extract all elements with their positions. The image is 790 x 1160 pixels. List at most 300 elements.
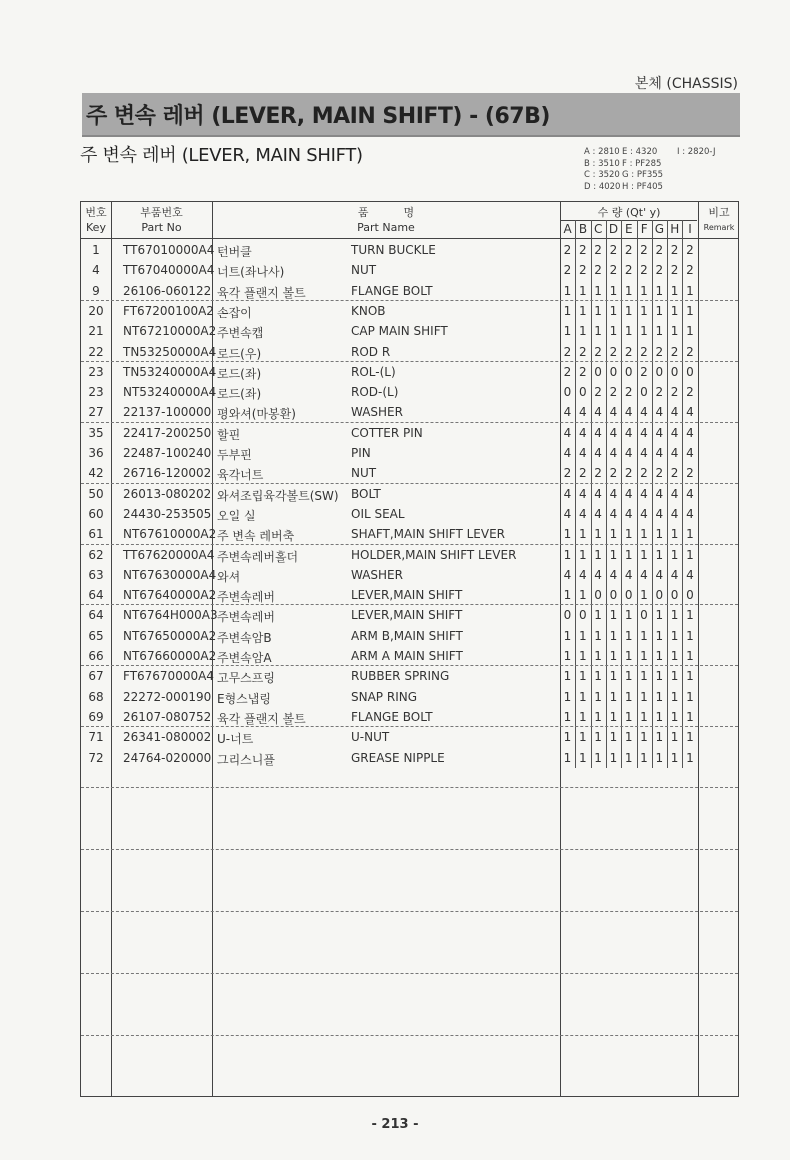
english-name-cell: WASHER [351, 405, 403, 420]
part-number-cell: 26107-080752 [123, 709, 212, 724]
quantity-cell: 0 [578, 608, 587, 623]
quantity-cell: 1 [594, 283, 602, 298]
quantity-cell: 1 [609, 689, 618, 704]
korean-name-cell: 육각너트 [217, 468, 264, 483]
quantity-cell: 1 [563, 709, 572, 724]
table-row [81, 402, 738, 422]
part-number-cell: FT67670000A4 [123, 669, 214, 684]
part-number-cell: TN53250000A4 [123, 344, 217, 359]
table-row [81, 301, 738, 321]
korean-name-cell: 턴버클 [217, 245, 252, 259]
quantity-cell: 1 [594, 689, 602, 704]
table-row [81, 524, 738, 544]
quantity-cell: 4 [624, 506, 633, 521]
header-key-en: Key [86, 221, 106, 234]
quantity-cell: 1 [563, 588, 572, 603]
quantity-cell: 1 [624, 527, 633, 542]
english-name-cell: NUT [351, 263, 377, 278]
quantity-cell: 1 [640, 750, 648, 765]
quantity-cell: 4 [624, 567, 633, 582]
quantity-cell: 1 [594, 527, 602, 542]
quantity-cell: 1 [624, 324, 633, 339]
quantity-cell: 1 [640, 303, 648, 318]
quantity-cell: 4 [578, 567, 587, 582]
part-number-cell: NT67660000A2 [123, 649, 217, 663]
quantity-cell: 4 [655, 486, 664, 501]
quantity-cell: 2 [624, 466, 633, 481]
key-cell: 61 [88, 527, 104, 542]
quantity-cell: 4 [609, 405, 618, 420]
key-cell: 42 [88, 466, 104, 481]
quantity-cell: 1 [563, 628, 572, 643]
quantity-cell: 1 [655, 649, 664, 663]
table-row [81, 423, 738, 443]
quantity-cell: 2 [624, 385, 633, 400]
quantity-cell: 1 [578, 709, 587, 724]
header-divider [81, 238, 738, 239]
quantity-cell: 2 [670, 344, 679, 359]
quantity-cell: 1 [578, 649, 587, 663]
quantity-cell: 1 [578, 730, 587, 745]
quantity-cell: 1 [609, 669, 618, 684]
quantity-cell: 1 [563, 730, 572, 745]
korean-name-cell: 육각 플랜지 볼트 [217, 285, 306, 300]
model-code: I : 2820-J [677, 147, 716, 157]
quantity-cell: 1 [578, 689, 587, 704]
part-number-cell: 24430-253505 [123, 506, 212, 521]
quantity-cell: 1 [594, 709, 602, 724]
quantity-cell: 0 [640, 385, 648, 400]
quantity-cell: 1 [640, 628, 648, 643]
quantity-cell: 1 [578, 303, 587, 318]
quantity-cell: 1 [609, 649, 618, 663]
model-code: D : 4020 [584, 181, 621, 192]
english-name-cell: TURN BUCKLE [351, 243, 436, 257]
english-name-cell: PIN [351, 446, 371, 460]
quantity-cell: 0 [563, 385, 572, 400]
quantity-cell: 2 [609, 344, 618, 359]
quantity-cell: 2 [655, 263, 664, 278]
quantity-cell: 1 [594, 649, 602, 663]
quantity-cell: 1 [578, 669, 587, 684]
quantity-cell: 1 [609, 547, 618, 562]
quantity-cell: 1 [640, 588, 648, 603]
qty-column-header: E [625, 222, 633, 236]
table-row [81, 707, 738, 727]
quantity-cell: 0 [670, 364, 679, 379]
quantity-cell: 1 [624, 283, 633, 298]
key-cell: 36 [88, 446, 104, 460]
key-cell: 21 [88, 324, 104, 339]
quantity-cell: 4 [594, 486, 602, 501]
quantity-cell: 4 [640, 506, 648, 521]
key-cell: 67 [88, 669, 104, 684]
quantity-cell: 1 [624, 730, 633, 745]
english-name-cell: SHAFT,MAIN SHIFT LEVER [351, 527, 505, 542]
korean-name-cell: 너트(좌나사) [217, 265, 285, 280]
quantity-cell: 4 [578, 446, 587, 460]
table-row [81, 646, 738, 666]
key-cell: 35 [88, 425, 104, 440]
quantity-cell: 1 [594, 628, 602, 643]
blank-row-divider [81, 911, 738, 912]
quantity-cell: 4 [686, 506, 694, 521]
part-number-cell: 22417-200250 [123, 425, 212, 440]
quantity-cell: 2 [578, 466, 587, 481]
key-cell: 69 [88, 709, 104, 724]
quantity-cell: 1 [594, 750, 602, 765]
model-code: H : PF405 [622, 181, 663, 192]
qty-column-header: I [688, 222, 692, 236]
quantity-cell: 1 [563, 283, 572, 298]
quantity-cell: 4 [640, 486, 648, 501]
table-row [81, 362, 738, 382]
part-number-cell: 22487-100240 [123, 446, 212, 460]
table-row [81, 342, 738, 362]
english-name-cell: NUT [351, 466, 377, 481]
english-name-cell: U-NUT [351, 730, 390, 745]
quantity-cell: 2 [640, 263, 648, 278]
table-row [81, 504, 738, 524]
quantity-cell: 1 [686, 283, 694, 298]
quantity-cell: 1 [670, 628, 679, 643]
quantity-cell: 1 [609, 628, 618, 643]
quantity-cell: 2 [594, 263, 602, 278]
quantity-cell: 2 [578, 243, 587, 257]
quantity-cell: 1 [594, 547, 602, 562]
quantity-cell: 1 [594, 669, 602, 684]
header-remark-en: Remark [703, 223, 735, 232]
quantity-cell: 1 [686, 730, 694, 745]
quantity-cell: 1 [609, 283, 618, 298]
key-cell: 63 [88, 567, 104, 582]
part-number-cell: TT67620000A4 [123, 547, 215, 562]
quantity-cell: 1 [563, 689, 572, 704]
key-cell: 27 [88, 405, 104, 420]
quantity-cell: 0 [655, 588, 664, 603]
table-row [81, 748, 738, 768]
quantity-cell: 0 [563, 608, 572, 623]
table-row [81, 666, 738, 686]
quantity-cell: 1 [655, 547, 664, 562]
quantity-cell: 2 [655, 466, 664, 481]
korean-name-cell: 손잡이 [217, 305, 252, 320]
quantity-cell: 1 [670, 303, 679, 318]
qty-column-header: D [608, 222, 619, 236]
qty-column-header: H [670, 222, 680, 236]
korean-name-cell: 그리스니플 [217, 752, 275, 767]
key-cell: 65 [88, 628, 104, 643]
quantity-cell: 1 [670, 649, 679, 663]
quantity-cell: 1 [670, 689, 679, 704]
quantity-cell: 1 [578, 750, 587, 765]
korean-name-cell: 로드(좌) [217, 387, 262, 402]
quantity-cell: 1 [655, 709, 664, 724]
key-cell: 50 [88, 486, 104, 501]
quantity-cell: 4 [594, 405, 602, 420]
quantity-cell: 1 [640, 669, 648, 684]
quantity-cell: 1 [624, 649, 633, 663]
korean-name-cell: E형스냅링 [217, 691, 271, 706]
quantity-cell: 2 [655, 243, 664, 257]
quantity-cell: 2 [640, 466, 648, 481]
quantity-cell: 1 [609, 303, 618, 318]
quantity-cell: 1 [594, 303, 602, 318]
part-number-cell: NT67210000A2 [123, 324, 217, 339]
key-cell: 23 [88, 385, 104, 400]
quantity-cell: 2 [563, 344, 572, 359]
part-number-cell: 26716-120002 [123, 466, 212, 481]
english-name-cell: CAP MAIN SHIFT [351, 324, 448, 339]
part-number-cell: NT67640000A2 [123, 588, 217, 603]
quantity-cell: 2 [655, 344, 664, 359]
quantity-cell: 0 [670, 588, 679, 603]
quantity-cell: 1 [670, 324, 679, 339]
quantity-cell: 4 [609, 567, 618, 582]
quantity-cell: 1 [640, 709, 648, 724]
quantity-cell: 0 [655, 364, 664, 379]
korean-name-cell: 주변속캡 [217, 326, 264, 341]
quantity-cell: 4 [578, 405, 587, 420]
model-code: E : 4320 [622, 147, 658, 157]
header-key-kr: 번호 [85, 206, 107, 219]
quantity-cell: 4 [594, 425, 602, 440]
header-divider [560, 220, 697, 221]
english-name-cell: FLANGE BOLT [351, 709, 433, 724]
quantity-cell: 1 [670, 730, 679, 745]
quantity-cell: 1 [655, 324, 664, 339]
quantity-cell: 4 [578, 506, 587, 521]
korean-name-cell: 고무스프링 [217, 671, 275, 686]
quantity-cell: 4 [594, 506, 602, 521]
quantity-cell: 1 [686, 628, 694, 643]
english-name-cell: BOLT [351, 486, 381, 501]
quantity-cell: 1 [686, 527, 694, 542]
quantity-cell: 1 [640, 689, 648, 704]
key-cell: 68 [88, 689, 104, 704]
header-part-no-en: Part No [141, 221, 182, 234]
quantity-cell: 2 [670, 243, 679, 257]
header-quantity: 수 량 (Qt' y) [597, 206, 661, 219]
quantity-cell: 0 [578, 385, 587, 400]
english-name-cell: ROD-(L) [351, 385, 399, 400]
quantity-cell: 4 [624, 486, 633, 501]
quantity-cell: 2 [670, 385, 679, 400]
quantity-cell: 1 [640, 324, 648, 339]
quantity-cell: 2 [686, 243, 694, 257]
key-cell: 9 [92, 283, 100, 298]
quantity-cell: 4 [686, 446, 694, 460]
quantity-cell: 2 [563, 466, 572, 481]
quantity-cell: 4 [670, 506, 679, 521]
header-remark-kr: 비고 [708, 206, 730, 219]
quantity-cell: 1 [563, 527, 572, 542]
quantity-cell: 1 [655, 527, 664, 542]
quantity-cell: 0 [594, 364, 602, 379]
quantity-cell: 2 [609, 385, 618, 400]
quantity-cell: 4 [670, 567, 679, 582]
quantity-cell: 1 [655, 608, 664, 623]
quantity-cell: 1 [640, 283, 648, 298]
parts-table [80, 201, 739, 1097]
table-row [81, 585, 738, 605]
quantity-cell: 2 [640, 243, 648, 257]
key-cell: 71 [88, 730, 104, 745]
quantity-cell: 1 [624, 750, 633, 765]
quantity-cell: 4 [655, 405, 664, 420]
english-name-cell: KNOB [351, 303, 386, 318]
korean-name-cell: 할핀 [217, 427, 241, 442]
quantity-cell: 4 [686, 567, 694, 582]
quantity-cell: 1 [594, 730, 602, 745]
quantity-cell: 1 [609, 750, 618, 765]
quantity-cell: 4 [640, 567, 648, 582]
quantity-cell: 0 [686, 588, 694, 603]
quantity-cell: 1 [670, 283, 679, 298]
quantity-cell: 4 [609, 446, 618, 460]
part-number-cell: NT67630000A4 [123, 567, 217, 582]
quantity-cell: 4 [624, 425, 633, 440]
quantity-cell: 1 [609, 527, 618, 542]
table-row [81, 260, 738, 280]
key-cell: 72 [88, 750, 104, 765]
table-row [81, 605, 738, 625]
table-row [81, 687, 738, 707]
table-row [81, 626, 738, 646]
table-row [81, 240, 738, 260]
quantity-cell: 1 [686, 547, 694, 562]
quantity-cell: 1 [655, 750, 664, 765]
table-row [81, 545, 738, 565]
quantity-cell: 4 [640, 425, 648, 440]
quantity-cell: 2 [686, 263, 694, 278]
key-cell: 66 [88, 649, 104, 663]
quantity-cell: 1 [670, 750, 679, 765]
english-name-cell: SNAP RING [351, 689, 418, 704]
korean-name-cell: 로드(좌) [217, 366, 262, 381]
quantity-cell: 1 [640, 547, 648, 562]
quantity-cell: 2 [563, 364, 572, 379]
quantity-cell: 1 [578, 628, 587, 643]
quantity-cell: 1 [563, 303, 572, 318]
header-part-no-kr: 부품번호 [140, 206, 183, 219]
part-number-cell: 22137-100000 [123, 405, 212, 420]
korean-name-cell: 주변속레버홀더 [217, 549, 299, 564]
korean-name-cell: 와셔조립육각볼트(SW) [217, 488, 339, 503]
quantity-cell: 1 [640, 527, 648, 542]
quantity-cell: 2 [640, 364, 648, 379]
model-code: B : 3510 [584, 158, 620, 169]
part-number-cell: 26341-080002 [123, 730, 212, 745]
quantity-cell: 1 [640, 730, 648, 745]
quantity-cell: 0 [594, 588, 602, 603]
english-name-cell: ARM A MAIN SHIFT [351, 649, 463, 663]
quantity-cell: 4 [609, 506, 618, 521]
quantity-cell: 4 [594, 446, 602, 460]
quantity-cell: 1 [686, 689, 694, 704]
quantity-cell: 4 [563, 425, 572, 440]
quantity-cell: 2 [563, 263, 572, 278]
quantity-cell: 4 [686, 425, 694, 440]
model-code: A : 2810 [584, 147, 620, 157]
quantity-cell: 1 [686, 750, 694, 765]
quantity-cell: 2 [686, 385, 694, 400]
quantity-cell: 1 [670, 709, 679, 724]
quantity-cell: 1 [578, 324, 587, 339]
quantity-cell: 4 [624, 446, 633, 460]
banner-title: 주 변속 레버 (LEVER, MAIN SHIFT) - (67B) [86, 104, 550, 129]
part-number-cell: FT67200100A2 [123, 303, 214, 318]
english-name-cell: GREASE NIPPLE [351, 750, 445, 765]
quantity-cell: 1 [655, 689, 664, 704]
part-number-cell: TN53240000A4 [123, 364, 217, 379]
english-name-cell: COTTER PIN [351, 425, 423, 440]
page-number: - 213 - [371, 1117, 419, 1132]
quantity-cell: 4 [670, 425, 679, 440]
korean-name-cell: 주변속레버 [217, 590, 275, 605]
key-cell: 64 [88, 588, 104, 603]
quantity-cell: 1 [578, 588, 587, 603]
model-code: G : PF355 [622, 170, 664, 180]
quantity-cell: 4 [563, 567, 572, 582]
korean-name-cell: 주변속레버 [217, 610, 275, 625]
quantity-cell: 4 [563, 405, 572, 420]
quantity-cell: 1 [624, 709, 633, 724]
quantity-cell: 1 [578, 527, 587, 542]
part-number-cell: 22272-000190 [123, 689, 212, 704]
qty-column-header: F [640, 222, 648, 236]
table-row [81, 565, 738, 585]
quantity-cell: 4 [670, 405, 679, 420]
section-title: 본체 (CHASSIS) [634, 76, 738, 92]
part-number-cell: TT67010000A4 [123, 243, 215, 257]
quantity-cell: 2 [578, 364, 587, 379]
korean-name-cell: 평와셔(마봉환) [217, 407, 296, 422]
quantity-cell: 2 [670, 263, 679, 278]
quantity-cell: 1 [563, 750, 572, 765]
english-name-cell: ROL-(L) [351, 364, 396, 379]
blank-row-divider [81, 787, 738, 788]
quantity-cell: 1 [624, 628, 633, 643]
qty-column-header: C [594, 222, 603, 236]
quantity-cell: 2 [594, 243, 602, 257]
quantity-cell: 1 [686, 608, 694, 623]
quantity-cell: 4 [624, 405, 633, 420]
quantity-cell: 1 [624, 669, 633, 684]
part-number-cell: NT67610000A2 [123, 527, 217, 542]
part-number-cell: TT67040000A4 [123, 263, 215, 278]
quantity-cell: 2 [655, 385, 664, 400]
quantity-cell: 1 [609, 709, 618, 724]
part-number-cell: NT67650000A2 [123, 628, 217, 643]
english-name-cell: OIL SEAL [351, 506, 405, 521]
english-name-cell: LEVER,MAIN SHIFT [351, 588, 463, 603]
quantity-cell: 1 [670, 527, 679, 542]
quantity-cell: 1 [640, 649, 648, 663]
table-row [81, 382, 738, 402]
korean-name-cell: U-너트 [217, 732, 254, 747]
key-cell: 22 [88, 344, 104, 359]
part-number-cell: NT6764H000A3 [123, 608, 218, 623]
quantity-cell: 4 [686, 405, 694, 420]
quantity-cell: 1 [655, 283, 664, 298]
quantity-cell: 1 [624, 608, 633, 623]
quantity-cell: 1 [609, 324, 618, 339]
quantity-cell: 1 [578, 547, 587, 562]
quantity-cell: 4 [563, 506, 572, 521]
key-cell: 23 [88, 364, 104, 379]
quantity-cell: 2 [609, 263, 618, 278]
